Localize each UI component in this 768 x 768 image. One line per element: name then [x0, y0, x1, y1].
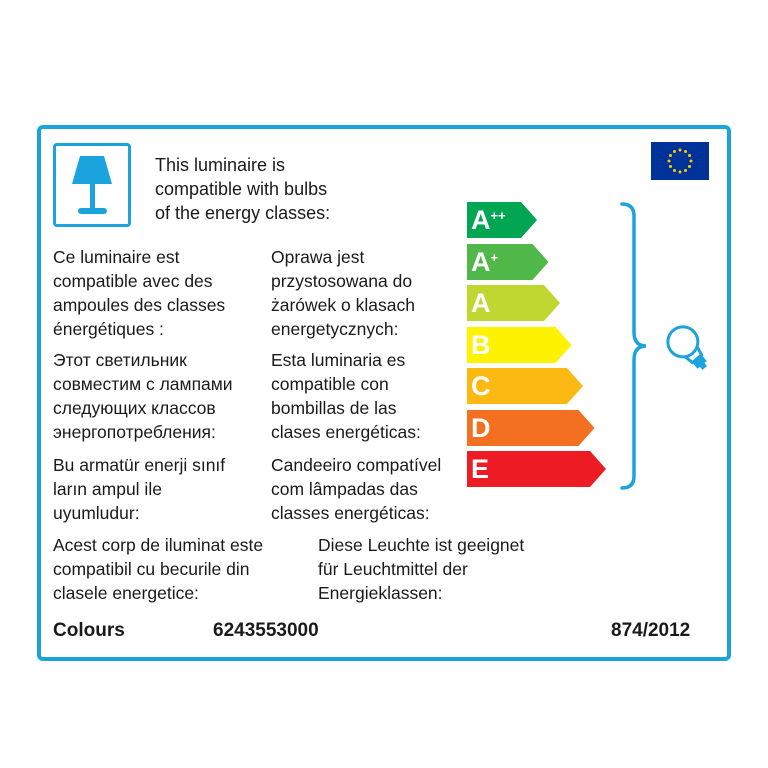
intro-text: This luminaire is compatible with bulbs of the energy classes:: [155, 155, 331, 223]
text-de: Diese Leuchte ist geeignet für Leuchtmittel der Energieklassen:: [318, 535, 525, 603]
eu-flag-icon: [651, 142, 709, 180]
bracket-icon: [618, 200, 648, 492]
energy-class-letter: D: [471, 412, 491, 443]
text-ro: Acest corp de iluminat este compatibil cu becurile din clasele energetice:: [53, 535, 264, 603]
energy-class-label: [471, 451, 489, 487]
energy-class-letter: A: [471, 205, 491, 235]
text-pt: Candeeiro compatível com lâmpadas das classes energéticas:: [271, 455, 442, 523]
text-tr: Bu armatür enerji sınıf ların ampul ile uyumludur:: [53, 455, 226, 523]
bulb-icon: [660, 320, 716, 376]
energy-class-letter: C: [471, 371, 491, 401]
energy-class-letter: E: [471, 454, 490, 484]
energy-class-superscript: +: [490, 249, 499, 265]
energy-class-label: [471, 410, 491, 446]
energy-class-label: [471, 285, 491, 321]
energy-class-letter: A: [471, 288, 491, 318]
energy-class-label: [471, 244, 498, 280]
brand-name: Colours: [53, 620, 125, 641]
text-es: Esta luminaria es compatible con bombillas de las clases energéticas:: [271, 350, 421, 442]
energy-class-superscript: ++: [490, 208, 506, 223]
text-pl: Oprawa jest przystosowana do żarówek o klasach energetycznych:: [271, 247, 415, 339]
text-fr: Ce luminaire est compatible avec des ampoules des classes énergétiques :: [53, 247, 226, 339]
text-ru: Этот светильник совместим с лампами следующих классов энергопотребления:: [53, 350, 233, 442]
energy-class-letter: A: [471, 246, 491, 277]
energy-class-letter: B: [471, 329, 491, 360]
regulation-number: 874/2012: [611, 620, 691, 641]
energy-class-label: [471, 202, 506, 238]
lamp-icon: [53, 143, 131, 227]
energy-class-label: [471, 327, 491, 363]
energy-class-label: [471, 368, 491, 404]
product-code: 6243553000: [213, 620, 319, 641]
